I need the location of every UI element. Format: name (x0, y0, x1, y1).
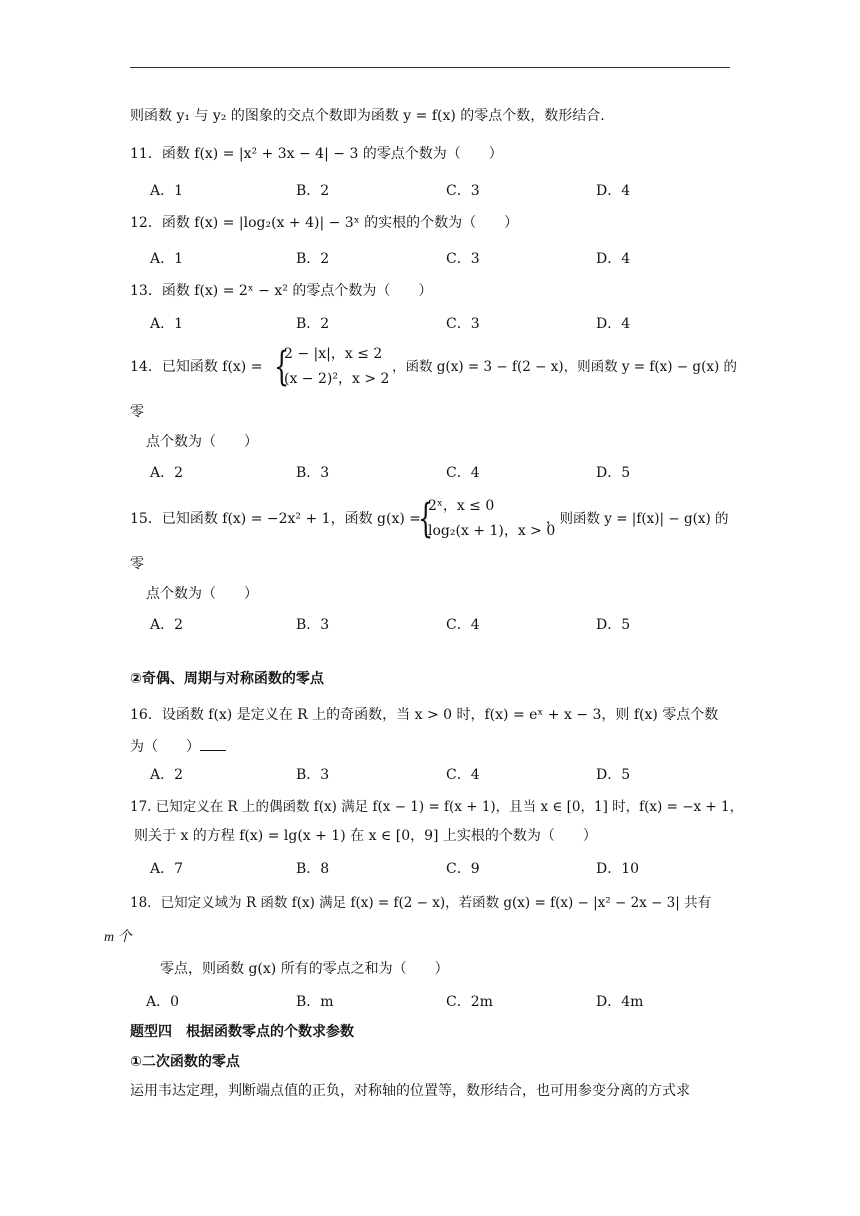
q17-option-d[interactable]: D．10 (596, 861, 640, 877)
q12-option-b[interactable]: B．2 (296, 251, 330, 267)
q16-option-b[interactable]: B．3 (296, 767, 330, 783)
q15-option-d[interactable]: D．5 (596, 617, 631, 633)
q14-option-d[interactable]: D．5 (596, 465, 631, 481)
question-15-cont: 点个数为（ ） (146, 586, 258, 602)
q11-option-a[interactable]: A．1 (150, 183, 184, 199)
q15-case-2: log₂(x + 1)，x > 0 (428, 523, 556, 539)
q17-option-b[interactable]: B．8 (296, 861, 330, 877)
q13-option-c[interactable]: C．3 (446, 316, 480, 332)
q14-option-b[interactable]: B．3 (296, 465, 330, 481)
q17-option-a[interactable]: A．7 (150, 861, 184, 877)
q17-option-c[interactable]: C．9 (446, 861, 480, 877)
outro-text: 运用韦达定理，判断端点值的正负，对称轴的位置等，数形结合，也可用参变分离的方式求 (130, 1083, 690, 1099)
question-15-suffix: ，则函数 y = |f(x)| − g(x) 的 (546, 511, 729, 527)
question-16-cont (130, 736, 226, 757)
answer-blank[interactable] (200, 736, 226, 751)
section-heading-odd-even: ②奇偶、周期与对称函数的零点 (130, 671, 324, 687)
q14-case-2: (x − 2)²，x > 2 (284, 371, 390, 387)
q18-option-a[interactable]: A．0 (146, 994, 180, 1010)
question-14-cont: 点个数为（ ） (146, 434, 258, 450)
q15-option-a[interactable]: A．2 (150, 617, 184, 633)
question-17-cont: 则关于 x 的方程 f(x) = lg(x + 1) 在 x ∈ [0，9] 上实根的个数为（ ） (134, 828, 597, 844)
q15-case-1: 2ˣ，x ≤ 0 (428, 498, 495, 514)
piecewise-brace-14: { (274, 344, 290, 390)
question-12-stem: 12．函数 f(x) = |log₂(x + 4)| − 3ˣ 的实根的个数为（ ） (130, 215, 519, 231)
intro-text: 则函数 y₁ 与 y₂ 的图象的交点个数即为函数 y = f(x) 的零点个数，数形结合. (130, 108, 605, 124)
q18-option-b[interactable]: B．m (296, 994, 334, 1010)
q12-option-a[interactable]: A．1 (150, 251, 184, 267)
q14-case-1: 2 − |x|，x ≤ 2 (284, 346, 383, 362)
q13-option-b[interactable]: B．2 (296, 316, 330, 332)
q13-option-a[interactable]: A．1 (150, 316, 184, 332)
section-heading-quadratic: ①二次函数的零点 (130, 1054, 240, 1070)
question-16-stem: 16．设函数 f(x) 是定义在 R 上的奇函数，当 x > 0 时，f(x) = eˣ + x − 3，则 f(x) 零点个数 (130, 707, 719, 723)
q11-option-d[interactable]: D．4 (596, 183, 631, 199)
question-14-suffix: ，函数 g(x) = 3 − f(2 − x)，则函数 y = f(x) − g(x) 的 (392, 359, 738, 375)
q18-option-c[interactable]: C．2m (446, 994, 493, 1010)
question-18-wrap: m 个 (104, 930, 132, 945)
q11-option-c[interactable]: C．3 (446, 183, 480, 199)
q12-option-d[interactable]: D．4 (596, 251, 631, 267)
q16-option-c[interactable]: C．4 (446, 767, 480, 783)
question-15-prefix: 15．已知函数 f(x) = −2x² + 1，函数 g(x) = (130, 511, 421, 527)
question-13-stem: 13．函数 f(x) = 2ˣ − x² 的零点个数为（ ） (130, 283, 433, 299)
q12-option-c[interactable]: C．3 (446, 251, 480, 267)
header-rule (130, 67, 730, 68)
question-15-wrap: 零 (130, 556, 144, 572)
q11-option-b[interactable]: B．2 (296, 183, 330, 199)
question-18-cont: 零点，则函数 g(x) 所有的零点之和为（ ） (160, 961, 449, 977)
q14-option-c[interactable]: C．4 (446, 465, 480, 481)
question-16-cont-text: 为（ ） (130, 739, 200, 755)
question-11-stem: 11．函数 f(x) = |x² + 3x − 4| − 3 的零点个数为（ ） (130, 146, 503, 162)
question-14-prefix: 14．已知函数 f(x) = (130, 359, 263, 375)
question-14-wrap: 零 (130, 404, 144, 420)
question-18-stem: 18．已知定义域为 R 函数 f(x) 满足 f(x) = f(2 − x)，若函数 g(x) = f(x) − |x² − 2x − 3| 共有 (130, 895, 712, 911)
q18-option-d[interactable]: D．4m (596, 994, 644, 1010)
q16-option-d[interactable]: D．5 (596, 767, 631, 783)
q15-option-c[interactable]: C．4 (446, 617, 480, 633)
q16-option-a[interactable]: A．2 (150, 767, 184, 783)
q13-option-d[interactable]: D．4 (596, 316, 631, 332)
question-17-stem: 17. 已知定义在 R 上的偶函数 f(x) 满足 f(x − 1) = f(x + 1)，且当 x ∈ [0，1] 时，f(x) = −x + 1， (130, 799, 744, 815)
section-heading-type-four: 题型四 根据函数零点的个数求参数 (130, 1024, 354, 1040)
piecewise-brace-15: { (418, 496, 434, 542)
q15-option-b[interactable]: B．3 (296, 617, 330, 633)
q14-option-a[interactable]: A．2 (150, 465, 184, 481)
